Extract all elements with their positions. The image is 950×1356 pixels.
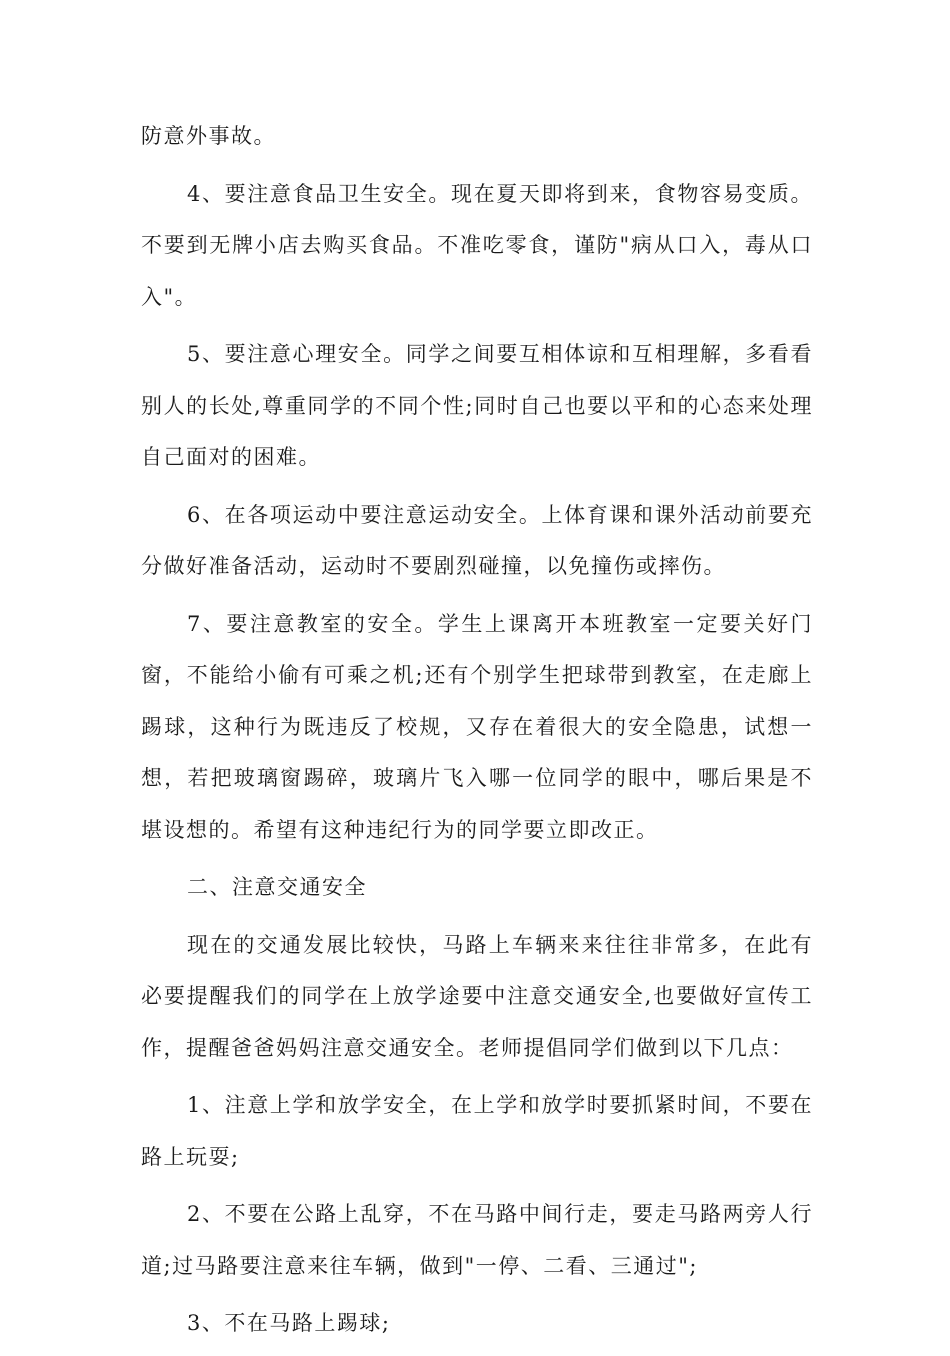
paragraph-item-7-classroom-safety: 7、要注意教室的安全。学生上课离开本班教室一定要关好门窗，不能给小偷有可乘之机;还有个别学生把球带到教室，在走廊上踢球，这种行为既违反了校规，又存在着很大的安全隐患，试想一想，若把玻璃窗踢碎，玻璃片飞入哪一位同学的眼中，哪后果是不堪设想的。希望有这种违纪行为的同学要立即改正。: [141, 611, 813, 842]
paragraph-traffic-item-2: 2、不要在公路上乱穿，不在马路中间行走，要走马路两旁人行道;过马路要注意来往车辆，做到"一停、二看、三通过";: [141, 1202, 813, 1278]
section-heading-traffic-safety: 二、注意交通安全: [187, 875, 367, 899]
paragraph-traffic-item-1: 1、注意上学和放学安全，在上学和放学时要抓紧时间，不要在路上玩耍;: [141, 1093, 813, 1169]
paragraph-continuation: 防意外事故。: [141, 124, 276, 148]
paragraph-item-4-food-safety: 4、要注意食品卫生安全。现在夏天即将到来，食物容易变质。不要到无牌小店去购买食品。不准吃零食，谨防"病从口入，毒从口入"。: [141, 181, 813, 309]
paragraph-traffic-intro: 现在的交通发展比较快，马路上车辆来来往往非常多，在此有必要提醒我们的同学在上放学途要中注意交通安全,也要做好宣传工作，提醒爸爸妈妈注意交通安全。老师提倡同学们做到以下几点：: [141, 932, 813, 1060]
paragraph-item-6-sports-safety: 6、在各项运动中要注意运动安全。上体育课和课外活动前要充分做好准备活动，运动时不要剧烈碰撞，以免撞伤或摔伤。: [141, 502, 813, 578]
paragraph-item-5-psychological-safety: 5、要注意心理安全。同学之间要互相体谅和互相理解，多看看别人的长处,尊重同学的不同个性;同时自己也要以平和的心态来处理自己面对的困难。: [141, 342, 813, 469]
paragraph-traffic-item-3: 3、不在马路上踢球;: [187, 1311, 391, 1335]
document-body: [141, 111, 813, 1356]
